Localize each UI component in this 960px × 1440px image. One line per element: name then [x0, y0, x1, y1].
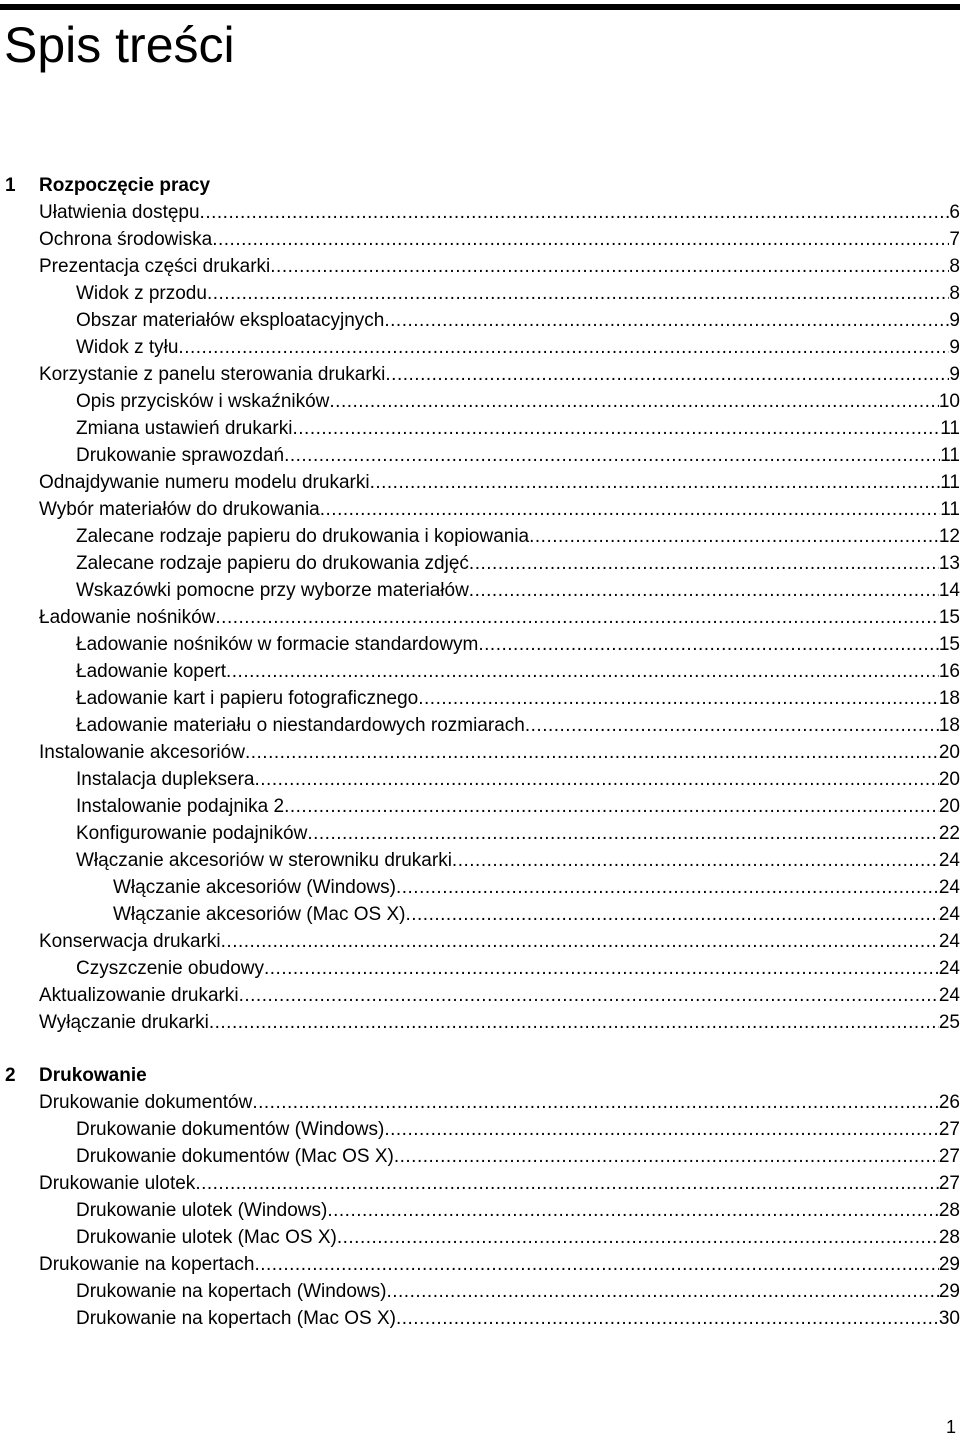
- toc-entry-page: 24: [938, 931, 960, 952]
- toc-entry-title: Drukowanie ulotek (Mac OS X): [76, 1227, 337, 1248]
- toc-entry[interactable]: [0, 307, 960, 334]
- toc-entry-title: Drukowanie na kopertach (Windows): [76, 1281, 387, 1302]
- dot-leader: [469, 577, 939, 604]
- toc-entry-title: Ładowanie nośników w formacie standardowym: [76, 634, 479, 655]
- toc-entry[interactable]: [0, 820, 960, 847]
- toc-entry[interactable]: [0, 631, 960, 658]
- toc-entry[interactable]: [0, 280, 960, 307]
- toc-entry-page: 9: [949, 337, 960, 358]
- dot-leader: [212, 226, 949, 253]
- toc-entry-title: Drukowanie ulotek (Windows): [76, 1200, 328, 1221]
- dot-leader: [292, 415, 940, 442]
- toc-entry-title: Wskazówki pomocne przy wyborze materiałów: [76, 580, 469, 601]
- toc-entry[interactable]: [0, 712, 960, 739]
- toc-entry[interactable]: [0, 739, 960, 766]
- dot-leader: [245, 739, 939, 766]
- toc-entry-page: 22: [938, 823, 960, 844]
- toc-entry-page: 10: [938, 391, 960, 412]
- dot-leader: [178, 334, 949, 361]
- toc-entry-title: Włączanie akcesoriów (Mac OS X): [113, 904, 406, 925]
- dot-leader: [284, 442, 940, 469]
- toc-entry-title: Drukowanie dokumentów (Windows): [76, 1119, 385, 1140]
- toc-entry-page: 13: [938, 553, 960, 574]
- toc-entry-page: 28: [938, 1227, 960, 1248]
- toc-entry-page: 30: [938, 1308, 960, 1329]
- toc-entry[interactable]: [0, 226, 960, 253]
- toc-entry-title: Zalecane rodzaje papieru do drukowania i kopiowania: [76, 526, 530, 547]
- dot-leader: [264, 955, 939, 982]
- toc-entry[interactable]: [0, 793, 960, 820]
- toc-entry-title: Drukowanie sprawozdań: [76, 445, 285, 466]
- toc-entry-page: 25: [938, 1012, 960, 1033]
- toc-entry[interactable]: [0, 928, 960, 955]
- chapter-number: 2: [5, 1065, 16, 1086]
- dot-leader: [200, 199, 950, 226]
- toc-entry-title: Zalecane rodzaje papieru do drukowania zdjęć: [76, 553, 469, 574]
- toc-entry[interactable]: [0, 388, 960, 415]
- toc-entry-page: 24: [938, 958, 960, 979]
- dot-leader: [207, 280, 949, 307]
- toc-entry-title: Ułatwienia dostępu: [39, 202, 200, 223]
- toc-entry[interactable]: [0, 199, 960, 226]
- toc-entry-page: 12: [938, 526, 960, 547]
- toc-entry[interactable]: [0, 874, 960, 901]
- dot-leader: [252, 1089, 939, 1116]
- toc-entry-title: Ładowanie kart i papieru fotograficznego: [76, 688, 419, 709]
- toc-entry-page: 24: [938, 877, 960, 898]
- toc-entry-title: Konfigurowanie podajników: [76, 823, 308, 844]
- toc-entry[interactable]: [0, 577, 960, 604]
- toc-entry[interactable]: [0, 1305, 960, 1332]
- dot-leader: [195, 1170, 939, 1197]
- toc-entry-page: 6: [949, 202, 960, 223]
- toc-entry[interactable]: [0, 1116, 960, 1143]
- toc-entry-title: Konserwacja drukarki: [39, 931, 221, 952]
- toc-entry[interactable]: [0, 442, 960, 469]
- toc-entry-title: Opis przycisków i wskaźników: [76, 391, 330, 412]
- toc-entry-page: 7: [949, 229, 960, 250]
- dot-leader: [284, 793, 939, 820]
- toc-entry[interactable]: [0, 523, 960, 550]
- dot-leader: [529, 523, 939, 550]
- page-title: Spis treści: [4, 17, 235, 73]
- toc-entry[interactable]: [0, 1009, 960, 1036]
- dot-leader: [418, 685, 939, 712]
- toc-entry-title: Wybór materiałów do drukowania: [39, 499, 320, 520]
- toc-entry-page: 20: [938, 769, 960, 790]
- dot-leader: [384, 307, 949, 334]
- toc-entry[interactable]: [0, 469, 960, 496]
- toc-entry[interactable]: [0, 253, 960, 280]
- toc-entry-page: 11: [940, 418, 960, 439]
- toc-entry-page: 11: [940, 445, 960, 466]
- toc-entry-title: Drukowanie na kopertach (Mac OS X): [76, 1308, 396, 1329]
- toc-entry-page: 9: [949, 310, 960, 331]
- chapter-number: 1: [5, 175, 16, 196]
- toc-entry-page: 11: [940, 499, 960, 520]
- toc-entry[interactable]: [0, 685, 960, 712]
- toc-entry-page: 27: [938, 1119, 960, 1140]
- toc-entry-page: 16: [938, 661, 960, 682]
- toc-entry-page: 20: [938, 742, 960, 763]
- toc-entry[interactable]: [0, 496, 960, 523]
- toc-entry-title: Wyłączanie drukarki: [39, 1012, 209, 1033]
- toc-entry-title: Obszar materiałów eksploatacyjnych: [76, 310, 385, 331]
- toc-entry-page: 15: [938, 634, 960, 655]
- toc-entry[interactable]: [0, 1143, 960, 1170]
- toc-entry[interactable]: [0, 361, 960, 388]
- toc-entry-title: Korzystanie z panelu sterowania drukarki: [39, 364, 386, 385]
- toc-entry[interactable]: [0, 955, 960, 982]
- toc-entry-page: 28: [938, 1200, 960, 1221]
- toc-entry-page: 24: [938, 850, 960, 871]
- dot-leader: [221, 928, 939, 955]
- dot-leader: [239, 982, 939, 1009]
- toc-entry[interactable]: [0, 415, 960, 442]
- toc-entry[interactable]: [0, 1089, 960, 1116]
- dot-leader: [469, 550, 939, 577]
- toc-entry-title: Ładowanie nośników: [39, 607, 216, 628]
- chapter-title: Rozpoczęcie pracy: [39, 175, 211, 196]
- toc-entry-page: 18: [938, 688, 960, 709]
- toc-entry-page: 15: [938, 607, 960, 628]
- toc-entry-page: 26: [938, 1092, 960, 1113]
- dot-leader: [386, 1278, 938, 1305]
- toc-entry-title: Drukowanie ulotek: [39, 1173, 196, 1194]
- dot-leader: [396, 874, 939, 901]
- toc-entry[interactable]: [0, 1197, 960, 1224]
- toc-entry-page: 14: [938, 580, 960, 601]
- dot-leader: [254, 1251, 938, 1278]
- dot-leader: [337, 1224, 939, 1251]
- dot-leader: [320, 496, 941, 523]
- toc-entry-title: Widok z tyłu: [76, 337, 179, 358]
- toc-entry[interactable]: [0, 550, 960, 577]
- toc-entry-title: Ochrona środowiska: [39, 229, 213, 250]
- dot-leader: [452, 847, 939, 874]
- toc-chapter: [0, 172, 960, 1036]
- toc-entry[interactable]: [0, 766, 960, 793]
- toc-entry-page: 24: [938, 904, 960, 925]
- dot-leader: [525, 712, 939, 739]
- toc-entry-title: Ładowanie kopert: [76, 661, 226, 682]
- toc-entry-title: Aktualizowanie drukarki: [39, 985, 239, 1006]
- toc-entry-page: 29: [938, 1281, 960, 1302]
- toc-entry-title: Instalacja dupleksera: [76, 769, 255, 790]
- toc-entry-title: Widok z przodu: [76, 283, 207, 304]
- dot-leader: [370, 469, 941, 496]
- toc-entry[interactable]: [0, 604, 960, 631]
- dot-leader: [270, 253, 949, 280]
- toc-entry-title: Zmiana ustawień drukarki: [76, 418, 293, 439]
- dot-leader: [307, 820, 939, 847]
- toc-entry[interactable]: [0, 847, 960, 874]
- page-number: 1: [945, 1417, 956, 1437]
- toc-entry-page: 8: [949, 256, 960, 277]
- dot-leader: [215, 604, 938, 631]
- toc-entry[interactable]: [0, 982, 960, 1009]
- toc-entry-title: Drukowanie na kopertach: [39, 1254, 255, 1275]
- dot-leader: [255, 766, 939, 793]
- dot-leader: [226, 658, 939, 685]
- dot-leader: [405, 901, 938, 928]
- toc-entry[interactable]: [0, 658, 960, 685]
- dot-leader: [394, 1143, 939, 1170]
- toc-entry-title: Instalowanie podajnika 2: [76, 796, 285, 817]
- toc-entry-page: 27: [938, 1173, 960, 1194]
- toc-entry-page: 20: [938, 796, 960, 817]
- toc-entry-title: Włączanie akcesoriów w sterowniku drukarki: [76, 850, 452, 871]
- header-rule: [0, 4, 960, 10]
- toc-entry-title: Ładowanie materiału o niestandardowych rozmiarach: [76, 715, 525, 736]
- dot-leader: [209, 1009, 939, 1036]
- chapter-heading[interactable]: [0, 1062, 960, 1089]
- toc-entry-page: 29: [938, 1254, 960, 1275]
- chapter-heading[interactable]: [0, 172, 960, 199]
- dot-leader: [396, 1305, 939, 1332]
- toc-entry-title: Prezentacja części drukarki: [39, 256, 271, 277]
- toc-entry-page: 24: [938, 985, 960, 1006]
- toc-entry[interactable]: [0, 1278, 960, 1305]
- toc-entry[interactable]: [0, 901, 960, 928]
- dot-leader: [329, 388, 938, 415]
- toc-entry[interactable]: [0, 1224, 960, 1251]
- toc-entry-page: 18: [938, 715, 960, 736]
- toc-entry[interactable]: [0, 334, 960, 361]
- toc-entry-title: Drukowanie dokumentów: [39, 1092, 253, 1113]
- dot-leader: [384, 1116, 939, 1143]
- toc-entry-page: 8: [949, 283, 960, 304]
- toc-entry-page: 27: [938, 1146, 960, 1167]
- toc-entry-title: Włączanie akcesoriów (Windows): [113, 877, 396, 898]
- table-of-contents: [0, 172, 960, 1332]
- toc-entry[interactable]: [0, 1170, 960, 1197]
- dot-leader: [478, 631, 938, 658]
- dot-leader: [327, 1197, 939, 1224]
- toc-chapter: [0, 1062, 960, 1332]
- toc-entry-title: Drukowanie dokumentów (Mac OS X): [76, 1146, 394, 1167]
- toc-entry-page: 9: [949, 364, 960, 385]
- toc-entry-title: Instalowanie akcesoriów: [39, 742, 245, 763]
- toc-entry-title: Odnajdywanie numeru modelu drukarki: [39, 472, 370, 493]
- dot-leader: [385, 361, 949, 388]
- chapter-title: Drukowanie: [39, 1065, 147, 1086]
- toc-entry[interactable]: [0, 1251, 960, 1278]
- toc-entry-page: 11: [940, 472, 960, 493]
- toc-entry-title: Czyszczenie obudowy: [76, 958, 264, 979]
